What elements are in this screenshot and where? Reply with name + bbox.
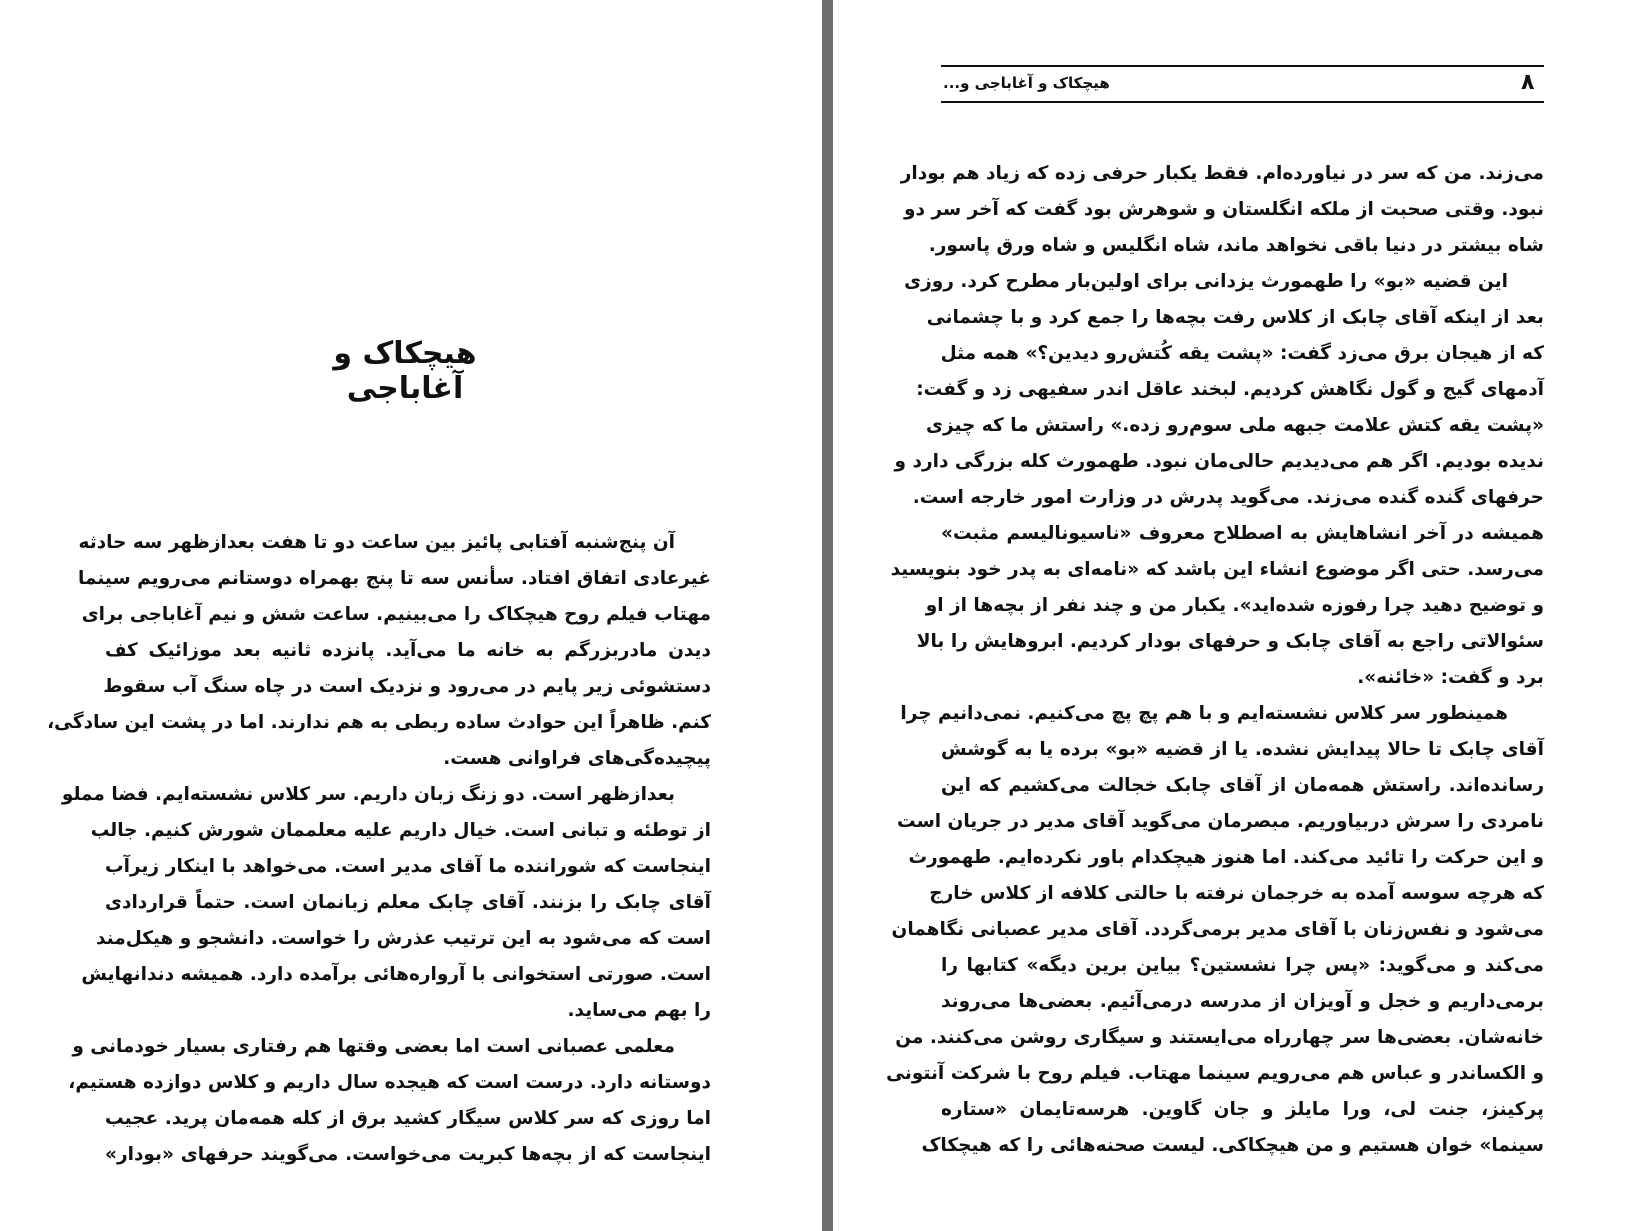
text-line: آن پنج‌شنبه آفتابی پائیز بین ساعت دو تا هفت بعدازظهر سه حادثه (78, 532, 675, 553)
text-line: که از هیجان برق می‌زد گفت: «پشت یقه کُتش‌رو دیدین؟» همه مثل (940, 343, 1544, 364)
text-line: سئوالاتی راجع به آقای چابک و حرفهای بودار کردیم. ابروهایش را بالا (916, 631, 1544, 652)
text-line: سینما» خوان هستیم و من هیچکاکی. لیست صحنه‌هائی را که هیچکاک (921, 1135, 1544, 1156)
text-line: می‌شود و نفس‌زنان با آقای مدیر برمی‌گردد. آقای مدیر عصبانی نگاهمان (891, 919, 1544, 940)
text-line: برمی‌داریم و خجل و آویزان از مدرسه درمی‌آئیم. بعضی‌ها می‌روند (941, 991, 1544, 1012)
text-line: آقای چابک تا حالا پیدایش نشده. یا از قضیه «بو» برده یا به گوشش (941, 739, 1544, 760)
right-page-body (886, 156, 1544, 1164)
text-line: دستشوئی زیر پایم در می‌رود و نزدیک است در چاه سنگ آب سقوط (103, 676, 711, 697)
text-line: نبود. وقتی صحبت از ملکه انگلستان و شوهرش بود گفت که آخر سر دو (904, 199, 1544, 220)
text-line: بعد از اینکه آقای چابک از کلاس رفت بچه‌ها را جمع کرد و با چشمانی (926, 307, 1544, 328)
text-line: دوستانه دارد. درست است که هیجده سال داریم و کلاس دوازده هستیم، (68, 1072, 711, 1093)
text-line: پرکینز، جنت لی، ورا مایلز و جان گاوین. هرسه‌تایمان «ستاره (941, 1099, 1544, 1120)
text-line: و این حرکت را تائید می‌کند. اما هنوز هیچکدام باور نکرده‌ایم. طهمورث (908, 847, 1544, 868)
text-line: نامردی را سرش دربیاوریم. مبصرمان می‌گوید آقای مدیر در جریان است (897, 811, 1544, 832)
text-line: رسانده‌اند. راستش همه‌مان از آقای چابک خجالت می‌کشیم که این (941, 775, 1544, 796)
text-line: کنم. ظاهراً این حوادث ساده ربطی به هم ندارند. اما در پشت این سادگی، (47, 712, 711, 733)
text-line: خانه‌شان. بعضی‌ها سر چهارراه می‌ایستند و سیگاری روشن می‌کنند. من (895, 1027, 1544, 1048)
text-line: آقای چابک را بزنند. آقای چابک معلم زبانمان است. حتماً قراردادی (105, 892, 711, 913)
text-line: بعدازظهر است. دو زنگ زبان داریم. سر کلاس نشسته‌ایم. فضا مملو (61, 784, 675, 805)
header-rule-top (941, 65, 1544, 67)
text-line: اینجاست که شوراننده ما آقای مدیر است. می‌خواهد با اینکار زیرآب (105, 856, 711, 877)
text-line: «پشت یقه کتش علامت جبهه ملی سوم‌رو زده.» راستش ما که چیزی (925, 415, 1544, 436)
text-line: غیرعادی اتفاق افتاد. سأنس سه تا پنج بهمراه دوستانم می‌رویم سینما (78, 568, 711, 589)
running-title: هیچکاک و آغاباجی و... (943, 74, 1110, 92)
text-line: می‌رسد. حتی اگر موضوع انشاء این باشد که «نامه‌ای به پدر خود بنویسید (890, 559, 1544, 580)
text-line: است که می‌شود به این ترتیب عذرش را خواست. دانشجو و هیکل‌مند (96, 928, 711, 949)
text-line: که هرچه سوسه آمده به خرجمان نرفته با حالتی کلافه از کلاس خارج (929, 883, 1544, 904)
text-line: مهتاب فیلم روح هیچکاک را می‌بینیم. ساعت شش و نیم آغاباجی برای (81, 604, 711, 625)
text-line: ندیده بودیم. اگر هم می‌دیدیم حالی‌مان نبود. طهمورث کله بزرگی دارد و (894, 451, 1544, 472)
text-line: اینجاست که از بچه‌ها کبریت می‌خواست. می‌گویند حرفهای «بودار» (105, 1144, 711, 1165)
left-page-body (47, 525, 711, 1173)
text-line: شاه بیشتر در دنیا باقی نخواهد ماند، شاه انگلیس و شاه ورق پاسور. (928, 235, 1544, 256)
text-line: و توضیح دهید چرا رفوزه شده‌اید». یکبار من و چند نفر از بچه‌ها از او (925, 595, 1544, 616)
text-line: از توطئه و تبانی است. خیال داریم علیه معلممان شورش کنیم. جالب (90, 820, 711, 841)
chapter-title: هیچکاک و آغاباجی (333, 336, 477, 406)
text-line: اما روزی که سر کلاس سیگار کشید برق از کله همه‌مان پرید. عجیب (105, 1108, 711, 1129)
text-line: همینطور سر کلاس نشسته‌ایم و با هم پچ پچ می‌کنیم. نمی‌دانیم چرا (900, 703, 1508, 724)
text-line: دیدن مادربزرگم به خانه ما می‌آید. پانزده ثانیه بعد موزائیک کف (105, 640, 711, 661)
text-line: می‌کند و می‌گوید: «پس چرا نشستین؟ بیاین برین دیگه» کتابها را (941, 955, 1544, 976)
text-line: را بهم می‌ساید. (567, 1000, 711, 1021)
text-line: این قضیه «بو» را طهمورث یزدانی برای اولین‌بار مطرح کرد. روزی (904, 271, 1508, 292)
text-line: همیشه در آخر انشاهایش به اصطلاح معروف «ناسیونالیسم مثبت» (941, 523, 1544, 544)
text-line: پیچیده‌گی‌های فراوانی هست. (443, 748, 711, 769)
text-line: برد و گفت: «خائنه». (1357, 667, 1544, 688)
page-gutter-divider (822, 0, 833, 1231)
text-line: و الکساندر و عباس هم می‌رویم سینما مهتاب. فیلم روح با شرکت آنتونی (886, 1063, 1544, 1084)
header-rule-bottom (941, 101, 1544, 103)
right-page (833, 0, 1644, 1231)
text-line: است. صورتی استخوانی با آرواره‌هائی برآمده دارد. همیشه دندانهایش (81, 964, 711, 985)
text-line: معلمی عصبانی است اما بعضی وقتها هم رفتاری بسیار خودمانی و (72, 1036, 675, 1057)
text-line: آدمهای گیج و گول نگاهش کردیم. لبخند عاقل اندر سفیهی زد و گفت: (916, 379, 1544, 400)
text-line: می‌زند. من که سر در نیاورده‌ام. فقط یکبار حرفی زده که زیاد هم بودار (900, 163, 1544, 184)
page-number: ۸ (1521, 70, 1535, 95)
text-line: حرفهای گنده گنده می‌زند. می‌گوید پدرش در وزارت امور خارجه است. (912, 487, 1544, 508)
